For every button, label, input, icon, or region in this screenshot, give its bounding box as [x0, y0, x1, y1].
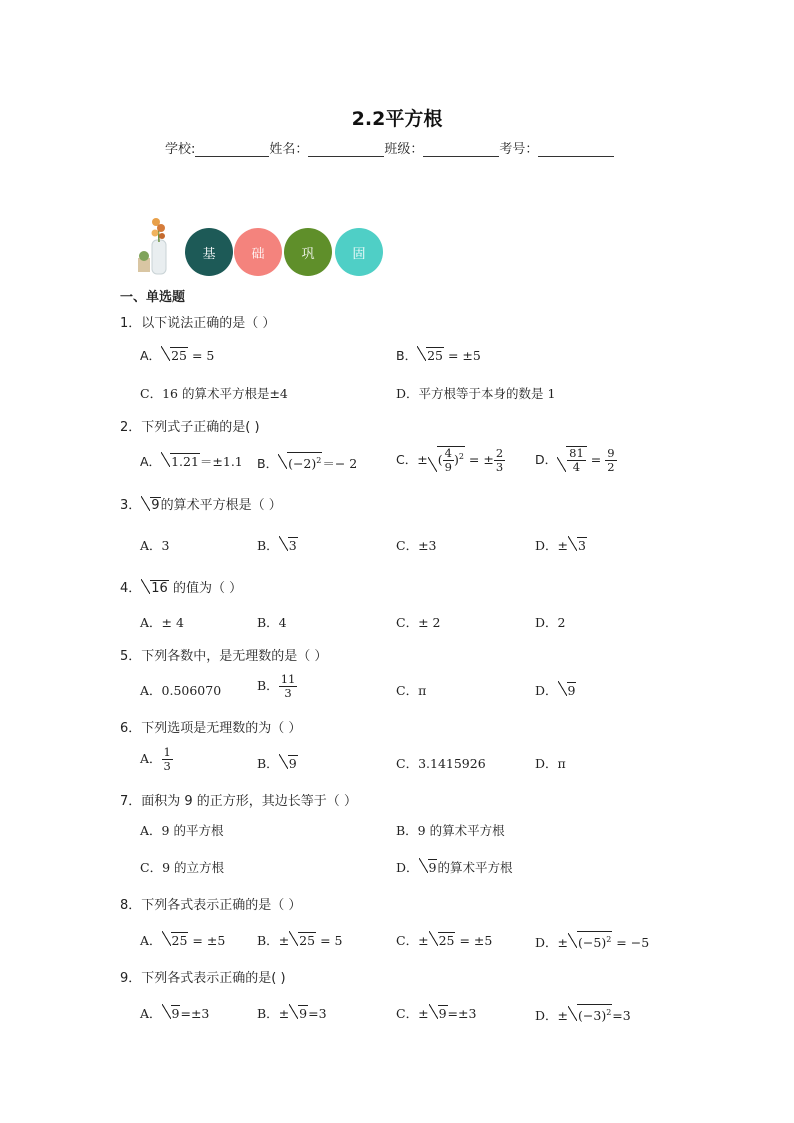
- question-7-stem: 7．面积为 9 的正方形，其边长等于（ ）: [120, 794, 357, 809]
- q8-option-d[interactable]: D．± $(-5)^2 = -5$: [535, 931, 649, 951]
- q8-option-c[interactable]: C．± 25 = ±5: [396, 933, 493, 948]
- school-label: 学校:: [165, 142, 196, 157]
- q9-option-a[interactable]: A． 9=±3: [140, 1006, 210, 1021]
- q1-option-a[interactable]: A． 25 = 5: [140, 348, 215, 363]
- student-info-line: [165, 138, 614, 157]
- school-blank[interactable]: [195, 142, 269, 157]
- q5-option-d[interactable]: D． 9: [535, 683, 576, 698]
- q3-option-b[interactable]: B． 3: [257, 538, 297, 553]
- question-6-stem: 6．下列选项是无理数的为（ ）: [120, 721, 302, 736]
- number-label: 考号：: [499, 142, 539, 157]
- q7-option-d[interactable]: D． 9的算术平方根: [396, 860, 513, 875]
- question-4-stem: 4． 16 的值为（ ）: [120, 581, 243, 596]
- q2-option-a[interactable]: A． 1.21＝±1.1: [140, 454, 243, 469]
- q1-option-c[interactable]: C．16 的算术平方根是±4: [140, 386, 288, 401]
- q6-option-c[interactable]: C．3.1415926: [396, 756, 486, 771]
- question-8-stem: 8．下列各式表示正确的是（ ）: [120, 898, 302, 913]
- q6-option-d[interactable]: D．π: [535, 756, 566, 771]
- name-blank[interactable]: [308, 142, 384, 157]
- badge-gu: 固: [335, 228, 383, 276]
- q6-option-a[interactable]: A． $\frac{1}{3}$: [140, 745, 171, 773]
- q8-option-b[interactable]: B．± 25 = 5: [257, 933, 343, 948]
- number-blank[interactable]: [538, 142, 614, 157]
- q4-option-a[interactable]: A．± 4: [140, 615, 184, 630]
- q6-option-b[interactable]: B． 9: [257, 756, 297, 771]
- q7-option-b[interactable]: B．9 的算术平方根: [396, 823, 505, 838]
- q9-option-b[interactable]: B．± 9=3: [257, 1006, 327, 1021]
- class-label: 班级：: [384, 142, 424, 157]
- q5-option-c[interactable]: C．π: [396, 683, 427, 698]
- plant-vase-icon: [134, 214, 174, 276]
- q5-option-b[interactable]: B． $\frac{11}{3}$: [257, 672, 296, 700]
- q1-option-d[interactable]: D．平方根等于本身的数是 1: [396, 386, 556, 401]
- q2-option-c[interactable]: C．± ( $\frac{4}{9}$ )$^2$ = ± $\frac{2}{3}$: [396, 446, 504, 474]
- q2-option-b[interactable]: B． $(-2)^2=- 2$: [257, 452, 357, 472]
- badge-chu: 础: [234, 228, 282, 276]
- question-9-stem: 9．下列各式表示正确的是( ): [120, 971, 286, 986]
- section-heading: 一、单选题: [120, 290, 186, 305]
- name-label: 姓名：: [269, 142, 309, 157]
- q3-option-d[interactable]: D．± 3: [535, 538, 586, 553]
- q4-option-d[interactable]: D．2: [535, 615, 566, 630]
- question-2-stem: 2．下列式子正确的是( ): [120, 420, 260, 435]
- page-title: 2.2平方根: [351, 108, 443, 130]
- q1-option-b[interactable]: B． 25 = ±5: [396, 348, 481, 363]
- q4-option-b[interactable]: B．4: [257, 615, 287, 630]
- q7-option-a[interactable]: A．9 的平方根: [140, 823, 224, 838]
- class-blank[interactable]: [423, 142, 499, 157]
- q9-option-c[interactable]: C．± 9=±3: [396, 1006, 477, 1021]
- question-3-stem: 3． 9的算术平方根是（ ）: [120, 498, 282, 513]
- q3-option-c[interactable]: C．±3: [396, 538, 437, 553]
- q3-option-a[interactable]: A．3: [140, 538, 170, 553]
- badge-ji: 基: [185, 228, 233, 276]
- badge-gong: 巩: [284, 228, 332, 276]
- q4-option-c[interactable]: C．± 2: [396, 615, 441, 630]
- q7-option-c[interactable]: C．9 的立方根: [140, 860, 224, 875]
- q5-option-a[interactable]: A．0.506070: [140, 683, 222, 698]
- q9-option-d[interactable]: D．± $(-3)^2=3$: [535, 1004, 631, 1024]
- question-1-stem: 1．以下说法正确的是（ ）: [120, 316, 276, 331]
- q8-option-a[interactable]: A． 25 = ±5: [140, 933, 226, 948]
- question-5-stem: 5．下列各数中，是无理数的是（ ）: [120, 649, 328, 664]
- q2-option-d[interactable]: D． $\frac{81}{4}$ = $\frac{9}{2}$: [535, 446, 615, 474]
